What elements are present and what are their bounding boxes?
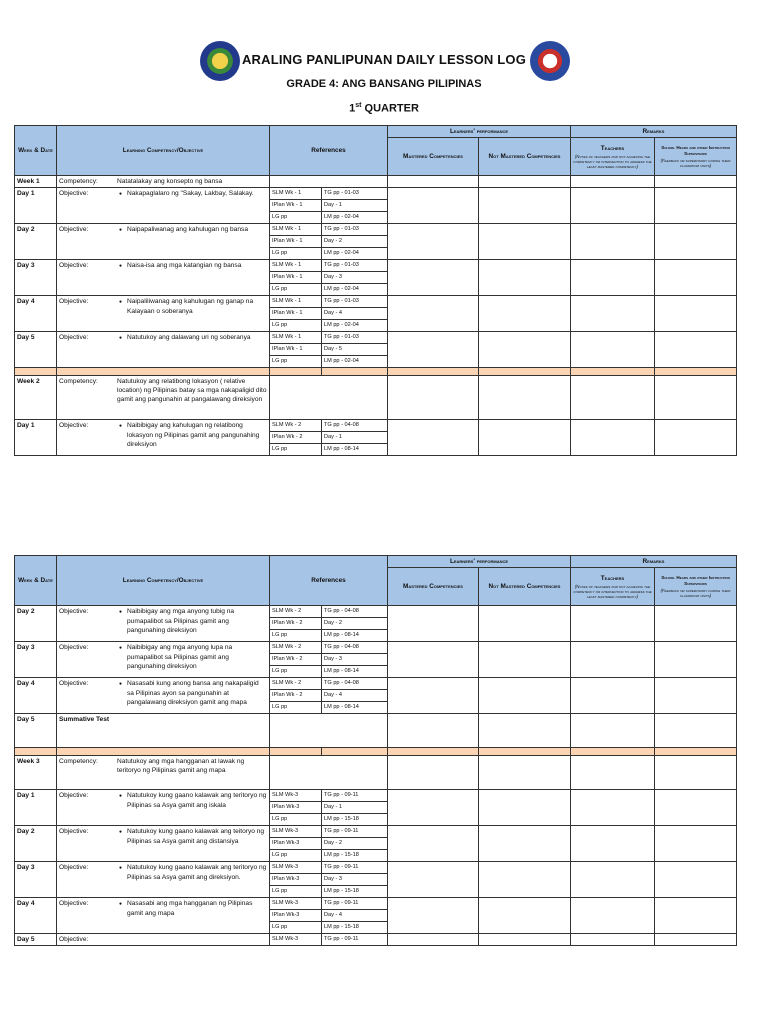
objective-cell xyxy=(57,934,270,946)
reference-source: SLM Wk - 2 xyxy=(270,642,322,654)
separator-cell xyxy=(655,748,737,756)
reference-source: LG pp xyxy=(270,356,322,368)
empty-cell xyxy=(479,296,571,332)
separator-cell xyxy=(655,368,737,376)
competency-label: Competency: xyxy=(59,178,98,185)
separator-cell xyxy=(571,748,655,756)
table-row xyxy=(15,260,737,272)
separator-cell xyxy=(388,748,479,756)
separator-cell xyxy=(479,368,571,376)
empty-cell xyxy=(571,934,655,946)
objective-cell xyxy=(57,296,270,332)
col-school-heads xyxy=(655,138,737,176)
competency-label: Competency: xyxy=(59,378,98,385)
separator-cell xyxy=(270,368,322,376)
reference-source: IPlan Wk - 1 xyxy=(270,236,322,248)
reference-source: IPlan Wk - 1 xyxy=(270,308,322,320)
objective-label: Objective: xyxy=(59,608,89,615)
week-row xyxy=(15,376,737,420)
empty-cell xyxy=(655,934,737,946)
references-cell xyxy=(270,714,388,748)
col-remarks: Remarks xyxy=(571,556,737,568)
header-row xyxy=(15,556,737,568)
col-mastered: Mastered Competencies xyxy=(388,568,479,606)
competency-cell xyxy=(57,756,270,790)
empty-cell xyxy=(479,790,571,826)
col-week-date: Week & Date xyxy=(15,556,57,606)
reference-pages: LM pp - 02-04 xyxy=(322,284,388,296)
table-row xyxy=(15,332,737,344)
competency-label: Competency: xyxy=(59,758,98,765)
reference-source: IPlan Wk-3 xyxy=(270,910,322,922)
col-school-heads xyxy=(655,568,737,606)
empty-cell xyxy=(655,176,737,188)
empty-cell xyxy=(655,420,737,456)
reference-pages: TG pp - 09-11 xyxy=(322,898,388,910)
reference-source: IPlan Wk - 1 xyxy=(270,272,322,284)
empty-cell xyxy=(479,332,571,368)
empty-cell xyxy=(479,898,571,934)
day-label: Day 4 xyxy=(15,678,57,714)
empty-cell xyxy=(388,714,479,748)
reference-source: LG pp xyxy=(270,922,322,934)
reference-pages: Day - 3 xyxy=(322,272,388,284)
objective-text: ● Natutukoy kung gaano kalawak ang teitoryo ng Pilipinas sa Asya gamit ang distansiya xyxy=(117,827,267,846)
reference-source: SLM Wk - 2 xyxy=(270,606,322,618)
table-row xyxy=(15,826,737,838)
reference-pages: LM pp - 15-18 xyxy=(322,814,388,826)
table-row xyxy=(15,790,737,802)
reference-source: SLM Wk-3 xyxy=(270,934,322,946)
empty-cell xyxy=(655,642,737,678)
objective-label: Objective: xyxy=(59,226,89,233)
objective-cell xyxy=(57,224,270,260)
reference-source: LG pp xyxy=(270,702,322,714)
reference-pages: LM pp - 15-18 xyxy=(322,886,388,898)
empty-cell xyxy=(479,224,571,260)
reference-pages: TG pp - 09-11 xyxy=(322,826,388,838)
day-label: Day 3 xyxy=(15,862,57,898)
reference-pages: Day - 4 xyxy=(322,308,388,320)
objective-label: Objective: xyxy=(59,644,89,651)
empty-cell xyxy=(388,642,479,678)
document-header xyxy=(0,38,768,123)
table-row xyxy=(15,898,737,910)
table-row xyxy=(15,606,737,618)
reference-source: IPlan Wk - 2 xyxy=(270,654,322,666)
day-label: Day 5 xyxy=(15,332,57,368)
reference-pages: Day - 2 xyxy=(322,838,388,850)
empty-cell xyxy=(571,826,655,862)
week-row xyxy=(15,756,737,790)
empty-cell xyxy=(571,420,655,456)
reference-source: IPlan Wk - 2 xyxy=(270,618,322,630)
teachers-note: (Notes of teachers for not achieving the competency or intervention to address the least mastered competency) xyxy=(573,584,652,599)
empty-cell xyxy=(388,862,479,898)
empty-cell xyxy=(479,642,571,678)
empty-cell xyxy=(571,606,655,642)
col-learners-performance: Learners' performance xyxy=(388,556,571,568)
reference-source: SLM Wk-3 xyxy=(270,790,322,802)
reference-source: IPlan Wk - 2 xyxy=(270,690,322,702)
empty-cell xyxy=(655,790,737,826)
empty-cell xyxy=(479,420,571,456)
empty-cell xyxy=(388,176,479,188)
week-row xyxy=(15,176,737,188)
objective-text: ● Nakapaglalaro ng "Sakay, Lakbay, Salakay. xyxy=(117,189,267,199)
empty-cell xyxy=(655,296,737,332)
separator-cell xyxy=(479,748,571,756)
empty-cell xyxy=(655,224,737,260)
empty-cell xyxy=(571,332,655,368)
separator-cell xyxy=(270,748,322,756)
reference-source: IPlan Wk-3 xyxy=(270,802,322,814)
objective-text: ● Natutukoy kung gaano kalawak ang teritoryo ng Pilipinas sa Asya gamit ang direksiyon. xyxy=(117,863,267,882)
empty-cell xyxy=(655,332,737,368)
reference-pages: TG pp - 09-11 xyxy=(322,790,388,802)
document-title: ARALING PANLIPUNAN DAILY LESSON LOG xyxy=(241,52,527,67)
objective-text: ● Nasasabi ang mga hangganan ng Pilipinas gamit ang mapa xyxy=(117,899,267,918)
reference-pages: LM pp - 02-04 xyxy=(322,212,388,224)
reference-pages: TG pp - 01-03 xyxy=(322,188,388,200)
col-teachers xyxy=(571,568,655,606)
objective-cell xyxy=(57,826,270,862)
empty-cell xyxy=(388,790,479,826)
table-row xyxy=(15,296,737,308)
col-learners-performance: Learners' performance xyxy=(388,126,571,138)
day-label: Day 1 xyxy=(15,188,57,224)
week-separator xyxy=(15,368,737,376)
separator-cell xyxy=(322,368,388,376)
lesson-log-table-2 xyxy=(14,555,737,946)
reference-pages: Day - 2 xyxy=(322,618,388,630)
reference-pages: TG pp - 01-03 xyxy=(322,260,388,272)
references-cell xyxy=(270,376,388,420)
day-label: Day 3 xyxy=(15,642,57,678)
reference-source: SLM Wk - 2 xyxy=(270,420,322,432)
reference-source: LG pp xyxy=(270,814,322,826)
week-label: Week 3 xyxy=(15,756,57,790)
separator-cell xyxy=(571,368,655,376)
empty-cell xyxy=(571,790,655,826)
week-label: Week 1 xyxy=(15,176,57,188)
reference-source: LG pp xyxy=(270,212,322,224)
reference-pages: LM pp - 08-14 xyxy=(322,444,388,456)
separator-cell xyxy=(57,748,270,756)
empty-cell xyxy=(479,678,571,714)
references-cell xyxy=(270,176,388,188)
empty-cell xyxy=(571,376,655,420)
table-row xyxy=(15,224,737,236)
reference-source: SLM Wk - 1 xyxy=(270,332,322,344)
table-row xyxy=(15,642,737,654)
day-label: Day 5 xyxy=(15,714,57,748)
empty-cell xyxy=(655,260,737,296)
empty-cell xyxy=(388,606,479,642)
teachers-label: Teachers xyxy=(600,145,625,152)
competency-text: Natutukoy ang mga hangganan at lawak ng teritoryo ng Pilipinas gamit ang mapa xyxy=(117,758,245,774)
quarter-title: 1st QUARTER xyxy=(349,102,419,115)
reference-source: IPlan Wk - 1 xyxy=(270,344,322,356)
col-not-mastered: Not Mastered Competencies xyxy=(479,568,571,606)
empty-cell xyxy=(388,260,479,296)
objective-cell xyxy=(57,862,270,898)
empty-cell xyxy=(479,260,571,296)
reference-source: SLM Wk - 1 xyxy=(270,296,322,308)
heads-note: (Feedback or supervisory during their classroom visits) xyxy=(660,158,731,168)
separator-cell xyxy=(388,368,479,376)
reference-source: SLM Wk - 1 xyxy=(270,260,322,272)
reference-source: IPlan Wk - 1 xyxy=(270,200,322,212)
competency-text: Natatalakay ang konsepto ng bansa xyxy=(117,178,223,185)
objective-cell xyxy=(57,188,270,224)
reference-pages: Day - 4 xyxy=(322,910,388,922)
table-row xyxy=(15,678,737,690)
empty-cell xyxy=(388,934,479,946)
reference-pages: TG pp - 04-08 xyxy=(322,420,388,432)
empty-cell xyxy=(479,934,571,946)
reference-pages: Day - 3 xyxy=(322,874,388,886)
reference-pages: LM pp - 15-18 xyxy=(322,850,388,862)
empty-cell xyxy=(388,898,479,934)
col-references: References xyxy=(270,556,388,606)
empty-cell xyxy=(479,376,571,420)
reference-pages: TG pp - 09-11 xyxy=(322,862,388,874)
header-row xyxy=(15,126,737,138)
objective-label: Objective: xyxy=(59,900,89,907)
reference-source: LG pp xyxy=(270,850,322,862)
objective-label: Objective: xyxy=(59,298,89,305)
objective-label: Objective: xyxy=(59,262,89,269)
reference-pages: TG pp - 04-08 xyxy=(322,678,388,690)
reference-pages: Day - 3 xyxy=(322,654,388,666)
objective-text: ● Natutukoy ang dalawang uri ng soberanya xyxy=(117,333,267,343)
col-mastered: Mastered Competencies xyxy=(388,138,479,176)
empty-cell xyxy=(479,714,571,748)
heads-label: School Heads and other Instruction Supervisors xyxy=(661,145,730,156)
reference-source: IPlan Wk-3 xyxy=(270,874,322,886)
reference-pages: LM pp - 08-14 xyxy=(322,702,388,714)
reference-source: LG pp xyxy=(270,666,322,678)
reference-source: IPlan Wk - 2 xyxy=(270,432,322,444)
objective-label: Objective: xyxy=(59,864,89,871)
teachers-label: Teachers xyxy=(600,575,625,582)
day-label: Day 4 xyxy=(15,898,57,934)
grade-title: GRADE 4: ANG BANSANG PILIPINAS xyxy=(286,78,482,90)
empty-cell xyxy=(388,420,479,456)
objective-text: ● Natutukoy kung gaano kalawak ang teritoryo ng Pilipinas sa Asya gamit ang iskala xyxy=(117,791,267,810)
empty-cell xyxy=(388,376,479,420)
reference-source: LG pp xyxy=(270,320,322,332)
reference-pages: TG pp - 04-08 xyxy=(322,606,388,618)
reference-source: SLM Wk-3 xyxy=(270,898,322,910)
reference-pages: TG pp - 04-08 xyxy=(322,642,388,654)
empty-cell xyxy=(571,224,655,260)
competency-text: Natutukoy ang relatibong lokasyon ( relative location) ng Pilipinas batay sa mga nakapaligid dito gamit ang pangunahin at pangalawang direksiyon xyxy=(117,378,267,403)
objective-cell xyxy=(57,332,270,368)
col-not-mastered: Not Mastered Competencies xyxy=(479,138,571,176)
objective-label: Objective: xyxy=(59,190,89,197)
day-label: Day 2 xyxy=(15,826,57,862)
objective-label: Objective: xyxy=(59,828,89,835)
empty-cell xyxy=(571,188,655,224)
col-teachers xyxy=(571,138,655,176)
empty-cell xyxy=(479,826,571,862)
day-label: Day 1 xyxy=(15,420,57,456)
objective-text: ● Naipaliliwanag ang kahulugan ng ganap na Kalayaan o soberanya xyxy=(117,297,267,316)
separator-cell xyxy=(57,368,270,376)
reference-source: SLM Wk - 2 xyxy=(270,678,322,690)
reference-source: SLM Wk - 1 xyxy=(270,224,322,236)
heads-label: School Heads and other Instruction Supervisors xyxy=(661,575,730,586)
objective-label: Objective: xyxy=(59,334,89,341)
empty-cell xyxy=(479,188,571,224)
table-row xyxy=(15,934,737,946)
reference-pages: Day - 2 xyxy=(322,236,388,248)
reference-pages: Day - 1 xyxy=(322,432,388,444)
objective-cell xyxy=(57,790,270,826)
reference-pages: TG pp - 01-03 xyxy=(322,332,388,344)
objective-cell xyxy=(57,898,270,934)
objective-label: Objective: xyxy=(59,792,89,799)
empty-cell xyxy=(571,714,655,748)
reference-pages: TG pp - 01-03 xyxy=(322,224,388,236)
objective-text: ● Naibibigay ang mga anyong tubig na pumapalibot sa Pilipinas gamit ang pangunahing direksiyon xyxy=(117,607,267,635)
objective-cell xyxy=(57,678,270,714)
empty-cell xyxy=(571,260,655,296)
teachers-note: (Notes of teachers for not achieving the competency or intervention to address the least mastered competency) xyxy=(573,154,652,169)
empty-cell xyxy=(655,678,737,714)
reference-source: SLM Wk-3 xyxy=(270,862,322,874)
empty-cell xyxy=(655,188,737,224)
empty-cell xyxy=(571,862,655,898)
empty-cell xyxy=(655,606,737,642)
separator-cell xyxy=(15,368,57,376)
col-competency: Learning Competency/Objective xyxy=(57,556,270,606)
col-week-date: Week & Date xyxy=(15,126,57,176)
empty-cell xyxy=(655,714,737,748)
empty-cell xyxy=(388,826,479,862)
objective-label: Objective: xyxy=(59,680,89,687)
empty-cell xyxy=(479,862,571,898)
empty-cell xyxy=(655,376,737,420)
col-remarks: Remarks xyxy=(571,126,737,138)
summative-test: Summative Test xyxy=(57,714,270,748)
reference-source: LG pp xyxy=(270,886,322,898)
day-label: Day 1 xyxy=(15,790,57,826)
lesson-log-table-1 xyxy=(14,125,737,456)
reference-pages: TG pp - 01-03 xyxy=(322,296,388,308)
empty-cell xyxy=(388,332,479,368)
reference-pages: LM pp - 02-04 xyxy=(322,356,388,368)
reference-source: IPlan Wk-3 xyxy=(270,838,322,850)
reference-pages: LM pp - 08-14 xyxy=(322,666,388,678)
competency-cell xyxy=(57,376,270,420)
objective-cell xyxy=(57,606,270,642)
reference-pages: Day - 5 xyxy=(322,344,388,356)
empty-cell xyxy=(388,224,479,260)
empty-cell xyxy=(479,756,571,790)
references-cell xyxy=(270,756,388,790)
reference-pages: Day - 1 xyxy=(322,802,388,814)
objective-text: ● Naibibigay ang mga anyong lupa na pumapalibot sa Pilipinas gamit ang pangunahing direksiyon xyxy=(117,643,267,671)
day-label: Day 3 xyxy=(15,260,57,296)
objective-text: ● Naibibigay ang kahulugan ng relatibong lokasyon ng Pilipinas gamit ang pangunahing direksiyon xyxy=(117,421,267,449)
reference-pages: TG pp - 09-11 xyxy=(322,934,388,946)
table-row xyxy=(15,188,737,200)
separator-cell xyxy=(15,748,57,756)
day-label: Day 4 xyxy=(15,296,57,332)
empty-cell xyxy=(388,188,479,224)
empty-cell xyxy=(655,862,737,898)
objective-text: ● Naipapaliwanag ang kahulugan ng bansa xyxy=(117,225,267,235)
reference-source: LG pp xyxy=(270,444,322,456)
objective-label: Objective: xyxy=(59,422,89,429)
reference-pages: Day - 4 xyxy=(322,690,388,702)
empty-cell xyxy=(655,898,737,934)
day-label: Day 2 xyxy=(15,224,57,260)
empty-cell xyxy=(571,898,655,934)
reference-source: LG pp xyxy=(270,630,322,642)
competency-cell xyxy=(57,176,270,188)
objective-cell xyxy=(57,260,270,296)
objective-cell xyxy=(57,642,270,678)
objective-text: ● Nasasabi kung anong bansa ang nakapaligid sa Pilipinas ayon sa pangunahin at pangalawang direksiyon gamit ang mapa xyxy=(117,679,267,707)
empty-cell xyxy=(571,678,655,714)
day-label: Day 2 xyxy=(15,606,57,642)
objective-label: Objective: xyxy=(59,936,89,943)
empty-cell xyxy=(479,176,571,188)
reference-source: LG pp xyxy=(270,284,322,296)
week-separator xyxy=(15,748,737,756)
reference-source: SLM Wk - 1 xyxy=(270,188,322,200)
heads-note: (Feedback or supervisory during their classroom visits) xyxy=(660,588,731,598)
reference-pages: LM pp - 02-04 xyxy=(322,320,388,332)
reference-pages: LM pp - 08-14 xyxy=(322,630,388,642)
empty-cell xyxy=(571,756,655,790)
day-label: Day 5 xyxy=(15,934,57,946)
objective-cell xyxy=(57,420,270,456)
empty-cell xyxy=(655,756,737,790)
reference-source: SLM Wk-3 xyxy=(270,826,322,838)
reference-pages: LM pp - 15-18 xyxy=(322,922,388,934)
col-references: References xyxy=(270,126,388,176)
separator-cell xyxy=(322,748,388,756)
reference-pages: Day - 1 xyxy=(322,200,388,212)
col-competency: Learning Competency/Objective xyxy=(57,126,270,176)
empty-cell xyxy=(479,606,571,642)
empty-cell xyxy=(388,678,479,714)
week-label: Week 2 xyxy=(15,376,57,420)
reference-source: LG pp xyxy=(270,248,322,260)
objective-text: ● Naisa-isa ang mga katangian ng bansa xyxy=(117,261,267,271)
reference-pages: LM pp - 02-04 xyxy=(322,248,388,260)
table-row xyxy=(15,714,737,748)
empty-cell xyxy=(655,826,737,862)
empty-cell xyxy=(388,756,479,790)
empty-cell xyxy=(571,642,655,678)
empty-cell xyxy=(571,296,655,332)
empty-cell xyxy=(571,176,655,188)
empty-cell xyxy=(388,296,479,332)
table-row xyxy=(15,862,737,874)
table-row xyxy=(15,420,737,432)
